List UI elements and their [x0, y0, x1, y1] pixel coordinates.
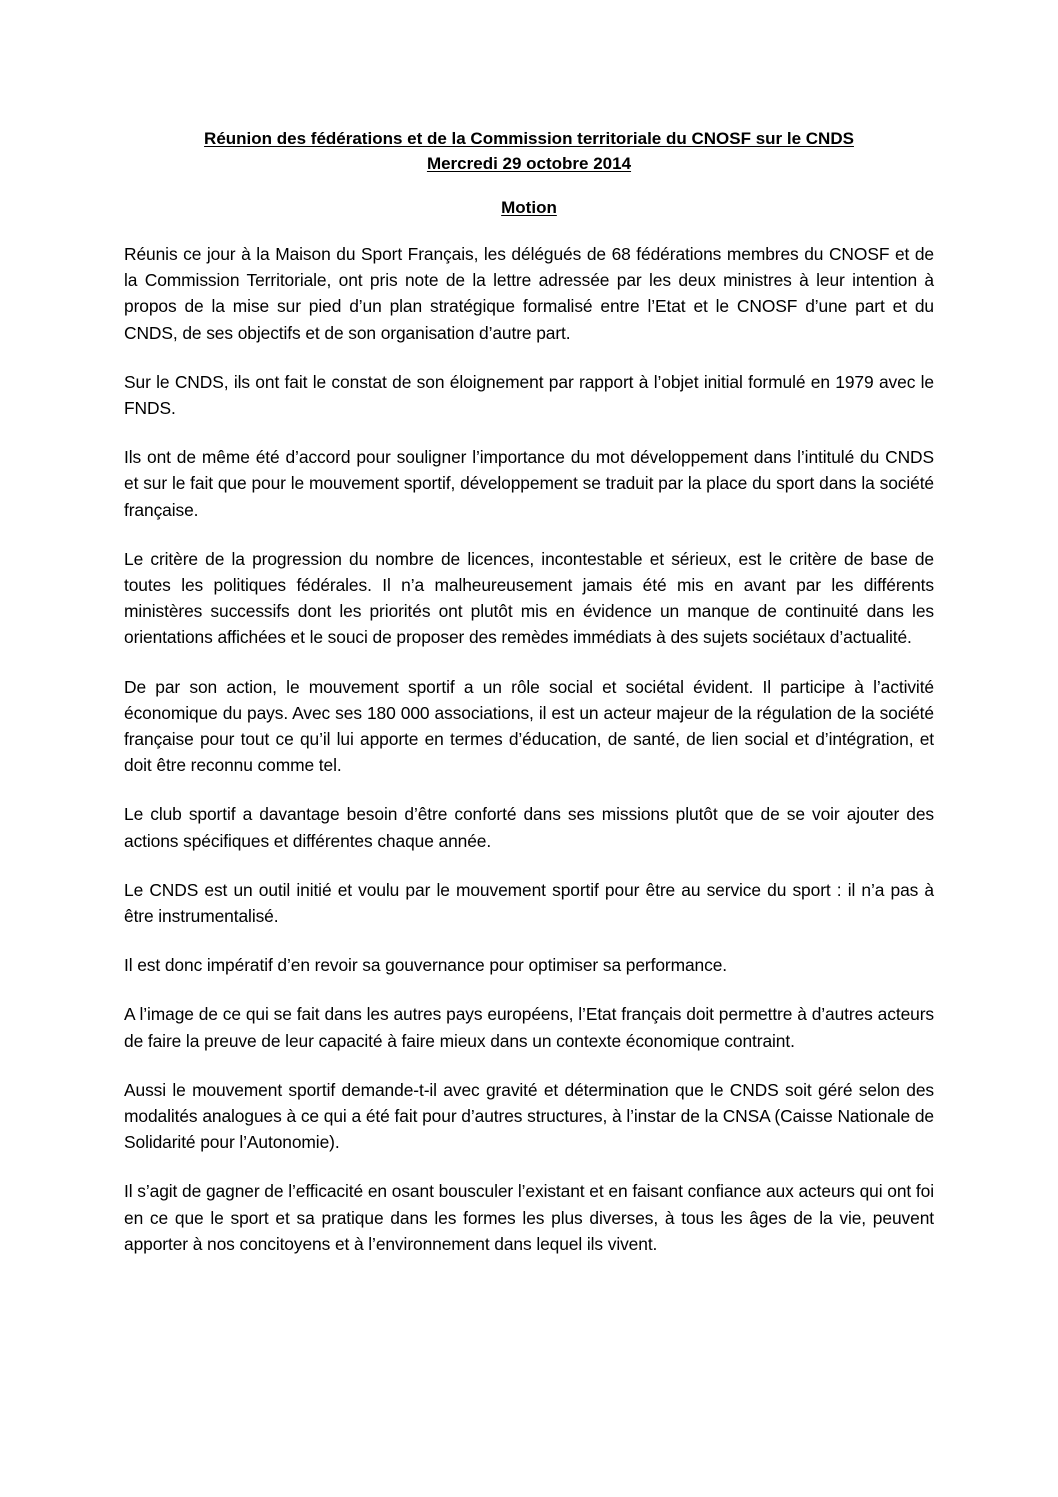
paragraph-6: Le club sportif a davantage besoin d’être conforté dans ses missions plutôt que de se voir ajouter des actions spécifiques et différentes chaque année. — [124, 804, 934, 851]
paragraph-9: A l’image de ce qui se fait dans les autres pays européens, l’Etat français doit permettre à d’autres acteurs de faire la preuve de leur capacité à faire mieux dans un contexte économique contraint. — [124, 1004, 934, 1051]
paragraph-3: Ils ont de même été d’accord pour souligner l’importance du mot développement dans l’intitulé du CNDS et sur le fait que pour le mouvement sportif, développement se traduit par la place du sport dans la société française. — [124, 447, 934, 520]
paragraph-7: Le CNDS est un outil initié et voulu par le mouvement sportif pour être au service du sport : il n’a pas à être instrumentalisé. — [124, 879, 934, 927]
document-date: Mercredi 29 octobre 2014 — [426, 154, 632, 173]
paragraph-2: Sur le CNDS, ils ont fait le constat de son éloignement par rapport à l’objet initial formulé en 1979 avec le FNDS. — [124, 371, 934, 419]
paragraph-11: Il s’agit de gagner de l’efficacité en osant bousculer l’existant et en faisant confiance aux acteurs qui ont foi en ce que le sport et sa pratique dans les formes les plus diverses, à tous les âges de la vie, peuvent apporter à nos concitoyens et à l’environnement dans lequel ils vivent. — [124, 1181, 934, 1254]
motion-heading: Motion — [501, 198, 557, 217]
document-body — [124, 241, 934, 1257]
paragraph-1: Réunis ce jour à la Maison du Sport Français, les délégués de 68 fédérations membres du CNOSF et de la Commission Territoriale, ont pris note de la lettre adressée par les deux ministres à leur intention à propos de la mise sur pied d’un plan stratégique formalisé entre l’Etat et le CNOSF d’une part et du CNDS, de ses objectifs et de son organisation d’autre part. — [124, 244, 934, 343]
document-heading — [124, 126, 934, 176]
paragraph-10: Aussi le mouvement sportif demande-t-il avec gravité et détermination que le CNDS soit géré selon des modalités analogues à ce qui a été fait pour d’autres structures, à l’instar de la CNSA (Caisse Nationale de Solidarité pour l’Autonomie). — [124, 1079, 934, 1153]
document-page — [124, 126, 934, 1280]
paragraph-5: De par son action, le mouvement sportif a un rôle social et sociétal évident. Il participe à l’activité économique du pays. Avec ses 180 000 associations, il est un acteur majeur de la régulation de la société française pour tout ce qu’il lui apporte en termes d’éducation, de santé, de lien social et d’intégration, et doit être reconnu comme tel. — [124, 676, 934, 776]
paragraph-8: Il est donc impératif d’en revoir sa gouvernance pour optimiser sa performance. — [124, 955, 728, 976]
paragraph-4: Le critère de la progression du nombre de licences, incontestable et sérieux, est le critère de base de toutes les politiques fédérales. Il n’a malheureusement jamais été mis en avant par les différents ministères successifs dont les priorités ont plutôt mis en évidence un manque de continuité dans les orientations affichées et le souci de proposer des remèdes immédiats à des sujets sociétaux d’actualité. — [124, 548, 934, 648]
document-title: Réunion des fédérations et de la Commission territoriale du CNOSF sur le CNDS — [204, 129, 854, 148]
